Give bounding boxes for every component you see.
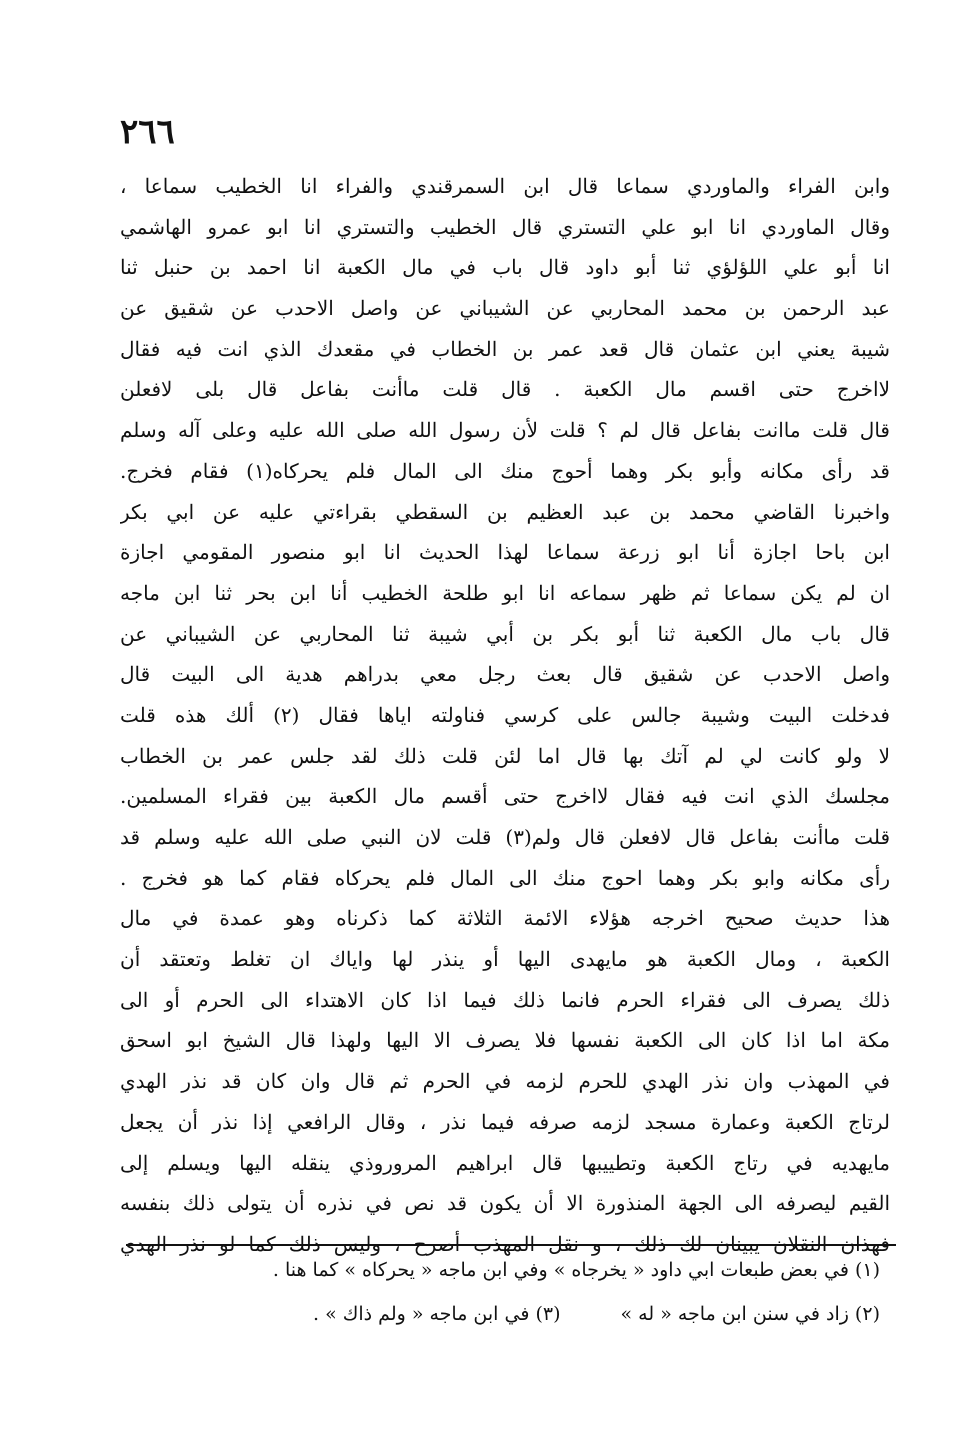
text-line: الكعبة ، ومال الكعبة هو مايهدى اليها أو ينذر لها واياك ان تغلط وتعتقد أن	[120, 947, 890, 972]
footnote-2: (٢) زاد في سنن ابن ماجه « له »	[620, 1303, 880, 1325]
text-line: فهذان النقلان يبينان لك ذلك ، و نقل المهذب أصرح ، وليس ذلك كما لو نذر الهدي	[120, 1231, 890, 1256]
text-line: لا ولو كانت لي لم آتك بها قال اما لئن قلت ذلك لقد جلس عمر بن الخطاب	[120, 743, 890, 768]
text-line: ذلك يصرف الى فقراء الحرم فانما ذلك فيما اذا كان الاهتداء الى الحرم أو الى	[120, 987, 890, 1012]
footnote-1: (١) في بعض طبعات ابي داود « يخرجاه » وفي ابن ماجه « يحركاه » كما هنا .	[272, 1259, 880, 1281]
footnote-divider	[126, 1244, 896, 1246]
text-line: مكة اما اذا كان الى الكعبة نفسها فلا يصرف الا اليها ولهذا قال الشيخ ابو اسحق	[120, 1028, 890, 1053]
text-line: مجلسك الذي انت فيه فقال لااخرج حتى أقسم مال الكعبة بين فقراء المسلمين.	[120, 784, 890, 809]
text-line: مايهديه في رتاج الكعبة وتطييبها قال ابراهيم المروروذي ينقله اليها ويسلم إلى	[120, 1150, 890, 1175]
text-line: لااخرج حتى اقسم مال الكعبة . قال قلت ماأنت بفاعل قال بلى لافعلن	[120, 377, 890, 402]
text-line: انا أبو علي اللؤلؤي ثنا أبو داود قال باب في مال الكعبة انا احمد بن حنبل ثنا	[120, 255, 890, 280]
text-line: ابن باحا اجازة أنا ابو زرعة سماعا لهذا الحديث انا ابو منصور المقومي اجازة	[120, 540, 890, 565]
text-line: وابن الفراء والماوردي سماعا قال ابن السمرقندي والفراء انا الخطيب سماعا ،	[120, 174, 890, 198]
text-line: ان لم يكن سماعا ثم ظهر سماعه انا ابو طلحة الخطيب أنا ابن بحر ثنا ابن ماجه	[120, 580, 890, 605]
text-line: وقال الماوردي انا ابو علي التستري قال الخطيب والتستري انا ابو عمرو الهاشمي	[120, 214, 890, 239]
text-line: هذا حديث صحيح اخرجه هؤلاء الائمة الثلاثة كما ذكرناه وهو عمدة في مال	[120, 906, 890, 931]
text-line: قال قلت ماانت بفاعل قال لم ؟ قلت لأن رسول الله صلى الله عليه وعلى آله وسلم	[120, 418, 890, 443]
text-line: شيبة يعني ابن عثمان قال قعد عمر بن الخطاب في مقعدك الذي انت فيه فقال	[120, 336, 890, 361]
body-text	[120, 166, 890, 1265]
text-line: قد رأى مكانه وأبو بكر وهما أحوج منك الى المال فلم يحركاه(١) فقام فخرج.	[120, 458, 890, 483]
text-line: رأى مكانه وابو بكر وهما احوج منك الى المال فلم يحركاه فقام كما هو فخرج .	[120, 865, 890, 890]
text-line: فدخلت البيت وشيبة جالس على كرسي فناولته اياها فقال (٢) ألك هذه قلت	[120, 702, 890, 727]
footnote-3: (٣) في ابن ماجه « ولم ذاك » .	[313, 1303, 561, 1325]
text-line: عبد الرحمن بن محمد المحاربي عن الشيباني عن واصل الاحدب عن شقيق عن	[120, 296, 890, 321]
text-line: في المهذب وان نذر الهدي للحرم لزمه في الحرم ثم قال وان كان قد نذر الهدي	[120, 1069, 890, 1094]
text-line: القيم ليصرفه الى الجهة المنذورة الا أن يكون قد نص في نذره أن يتولى ذلك بنفسه	[120, 1191, 890, 1216]
page-number: ٢٦٦	[120, 112, 175, 152]
text-line: قلت ماأنت بفاعل قال لافعلن قال ولم(٣) قلت لان النبي صلى الله عليه وسلم قد	[120, 825, 890, 849]
footnote-row	[140, 1292, 880, 1336]
text-line: لرتاج الكعبة وعمارة مسجد لزمه صرفه فيما نذر ، وقال الرافعي إذا نذر أن يجعل	[120, 1109, 890, 1134]
footnotes	[140, 1248, 880, 1336]
text-line: قال باب مال الكعبة ثنا أبو بكر بن أبي شيبة ثنا المحاربي عن الشيباني عن	[120, 621, 890, 646]
text-line: واصل الاحدب عن شقيق قال بعث رجل معي بدراهم هدية الى البيت قال	[120, 662, 890, 687]
text-line: واخبرنا القاضي محمد بن عبد العظيم بن السقطي بقراءتي عليه عن ابي بكر	[120, 499, 890, 524]
